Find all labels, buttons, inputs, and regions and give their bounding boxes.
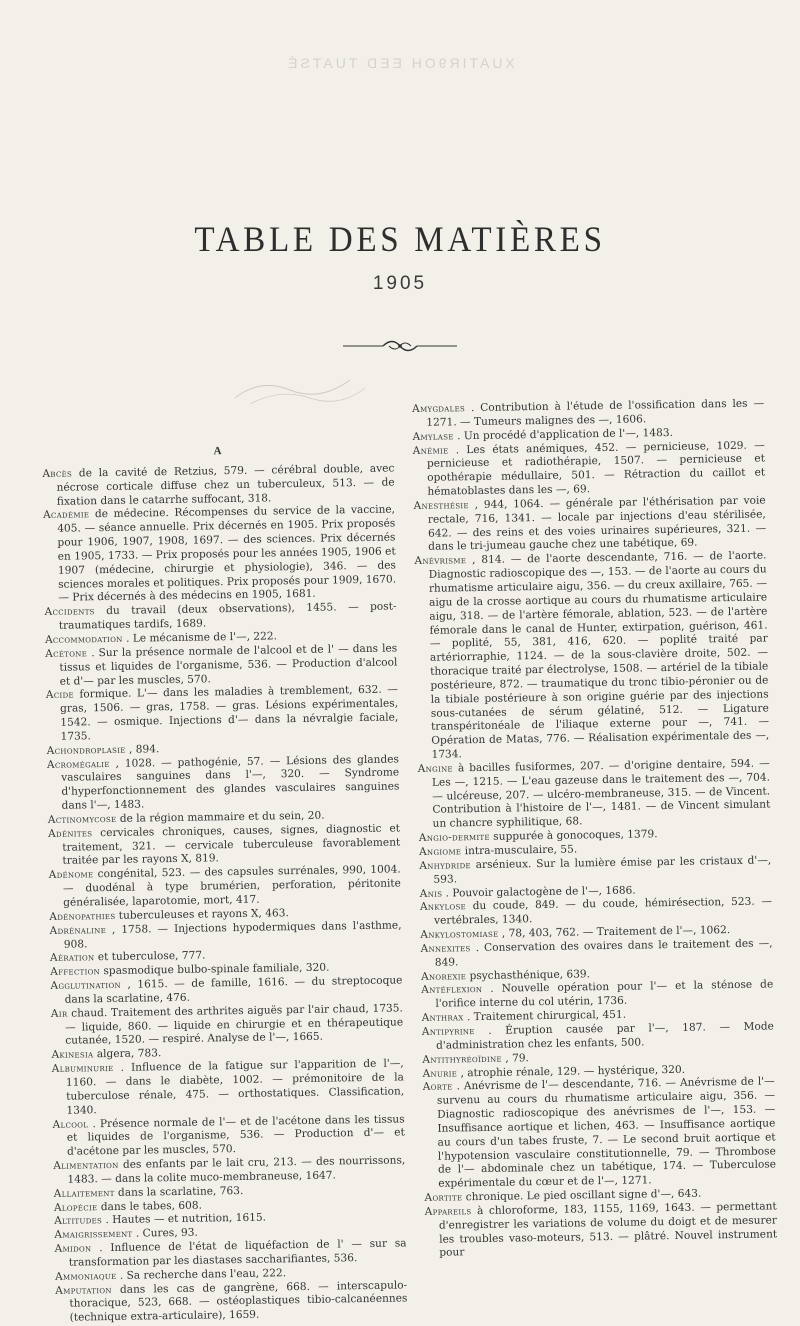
index-entry — [45, 642, 398, 689]
entry-headword: Achondroplasie — [46, 743, 126, 757]
entry-text: du travail (deux observations), 1455. — post-traumatiques tardifs, 1689. — [58, 600, 397, 632]
entry-headword: Actinomycose — [47, 812, 117, 826]
entry-headword: Allaitement — [53, 1186, 115, 1200]
entry-text: . Le mécanisme de l'—, 222. — [125, 630, 278, 645]
entry-text: , 1028. — pathogénie, 57. — Lésions des glandes vasculaires sanguines dans l'—, 320. — Syndrome d'hyperfonctionnement des glandes vasculaires sanguines dans l'—, 1483. — [61, 752, 400, 812]
entry-headword: Amidon — [54, 1242, 92, 1255]
entry-text: , 78, 403, 762. — Traitement de l'—, 1062. — [501, 924, 731, 940]
entry-text: algera, 783. — [96, 1047, 162, 1061]
entry-text: et tuberculose, 777. — [97, 949, 206, 964]
entry-headword: Anémie — [412, 443, 449, 457]
entry-text: . Nouvelle opération pour l'— et la sténose de l'orifice interne du col utérin, 1736. — [435, 978, 774, 1010]
entry-text: de médecine. Récompenses du service de la vaccine, 405. — séance annuelle. Prix décernés en 1905. Prix proposés pour 1906, 1907, 1908, 1697. — des sciences. Prix décernés en 1905, 1733. — Prix proposés pour les années 1905, 1906 et 1907 (médecine, chirurgie et physiologie), 346. — des sciences morales et politiques. Prix proposés pour 1909, 1670. — Prix décernés à des médecins en 1905, 1681. — [57, 503, 397, 605]
entry-text: , 1758. — Injections hypodermiques dans l'asthme, 908. — [63, 919, 402, 951]
index-entry — [53, 1113, 406, 1160]
entry-text: . Cures, 93. — [135, 1226, 198, 1240]
index-entry — [54, 1237, 406, 1270]
index-entry-list-right — [412, 397, 777, 1261]
entry-text: chaud. Traitement des arthrites aiguës par l'air chaud, 1735. — liquide, 860. — liquide en chirurgie et en thérapeutique cutanée, 1520. — respiré. Analyse de l'—, 1665. — [65, 1002, 404, 1048]
entry-headword: Annexites — [420, 942, 471, 955]
entry-headword: Altitudes — [54, 1214, 103, 1228]
index-entry — [414, 550, 769, 763]
entry-headword: Accidents — [44, 605, 95, 619]
entry-headword: Agglutination — [50, 978, 121, 992]
entry-text: . Influence de la fatigue sur l'apparition de l'—, 1160. — dans le diabète, 1002. — prémonitoire de la tuberculose rénale, 475. — orthostatiques. Classification, 1340. — [65, 1057, 405, 1117]
entry-text: à bacilles fusiformes, 207. — d'origine dentaire, 594. — Les —, 1215. — L'eau gazeuse dans le traitement des —, 704. — ulcéreuse, 207. — ulcéro-membraneuse, 315. — de Vincent. Contribution à l'histoire de l'—, 1481. — de Vincent simulant un chancre syphilitique, 68. — [431, 757, 771, 831]
entry-headword: Angiome — [418, 845, 462, 858]
entry-text: psychasthénique, 639. — [469, 967, 591, 982]
entry-headword: Académie — [42, 508, 90, 522]
entry-headword: Amputation — [55, 1283, 112, 1297]
entry-headword: Amaigrissement — [54, 1227, 133, 1242]
entry-headword: Adénopathies — [49, 909, 116, 923]
entry-text: . Éruption causée par l'—, 187. — Mode d'administration chez les enfants, 500. — [436, 1020, 774, 1052]
entry-text: arsénieux. Sur la lumière émise par les cristaux d'—, 593. — [433, 854, 772, 886]
index-entry — [413, 439, 766, 500]
entry-headword: Abcès — [42, 467, 73, 480]
index-entry-list-left — [42, 462, 407, 1326]
entry-headword: Anévrisme — [414, 554, 467, 568]
entry-headword: Antipyrine — [421, 1025, 475, 1038]
entry-text: . Un procédé d'application de l'—, 1483. — [456, 426, 674, 442]
entry-headword: Acétone — [45, 647, 88, 660]
index-entry — [43, 504, 396, 606]
entry-text: , 944, 1064. — générale par l'éthérisation par voie rectale, 716, 1341. — locale par injections d'eau stérilisée, 642. — des reins et des voies urinaires supérieures, 321. — dans le tri-jumeau gauche chez une tabétique, 69. — [427, 494, 767, 554]
entry-text: , atrophie rénale, 129. — hystérique, 320. — [460, 1063, 686, 1079]
page-year: 1905 — [372, 273, 428, 294]
entry-text: . Anévrisme de l'— descendante, 716. — Anévrisme de l'— survenu au cours du rhumatisme articulaire aigu, 356. — Diagnostic radioscopique des anévrismes de l'—, 153. — Insuffisance aortique et lichen, 463. — Insuffisance aortique au cours d'un tabes fruste, 7. — Le second bruit aortique et l'hypotension vasculaire constitutionnelle, 79. — Thrombose de l'— abdominale chez un tabétique, 174. — Tuberculose expérimentale du cœur et de l'—, 1271. — [436, 1075, 777, 1190]
entry-headword: Angine — [417, 762, 454, 775]
entry-text: dans le tabes, 608. — [100, 1199, 203, 1213]
entry-text: . Influence de l'état de liquéfaction de l' — sur sa transformation par les diastases saccharifiantes, 536. — [68, 1237, 407, 1269]
entry-text: du coude, 849. — du coude, hémirésection, 523. — vertébrales, 1340. — [434, 895, 772, 927]
entry-headword: Aération — [49, 951, 95, 965]
section-letter: A — [213, 445, 223, 458]
index-entry — [55, 1279, 408, 1326]
index-column-right — [412, 397, 777, 1261]
entry-text: . Les états anémiques, 452. — pernicieuse, 1029. — pernicieuse et radiothérapie, 1507. — pernicieuse et opothérapie médullaire, 501. — Rétraction du caillot et hématoblastes dans les —, 69. — [426, 438, 766, 498]
entry-headword: Ankylose — [419, 900, 467, 914]
entry-headword: Accommodation — [44, 632, 123, 646]
entry-text: . Contribution à l'étude de l'ossification dans les — 1271. — Tumeurs malignes des —, 1606. — [426, 397, 765, 429]
index-entry — [423, 1076, 777, 1192]
entry-headword: Aorte — [422, 1080, 453, 1094]
entry-text: . Sa recherche dans l'eau, 222. — [119, 1267, 287, 1282]
entry-headword: Alcool — [52, 1117, 89, 1131]
entry-headword: Antéflexion — [421, 983, 483, 997]
entry-headword: Anhydride — [419, 858, 471, 872]
entry-headword: Air — [50, 1007, 68, 1020]
entry-headword: Affection — [50, 965, 101, 979]
entry-text: chronique. Le pied oscillant signe d'—, 643. — [465, 1187, 702, 1204]
entry-text: dans la scarlatine, 763. — [117, 1184, 244, 1199]
entry-headword: Angio-dermite — [418, 830, 490, 845]
entry-headword: Amylase — [412, 430, 454, 443]
entry-text: des enfants par le lait cru, 213. — des nourrissons, 1483. — dans la colite muco-membraneuse, 1647. — [67, 1154, 406, 1186]
entry-text: , 1615. — de famille, 1616. — du streptocoque dans la scarlatine, 476. — [64, 974, 403, 1006]
entry-text: de la région mammaire et du sein, 20. — [119, 809, 325, 825]
entry-text: tuberculeuses et rayons X, 463. — [118, 907, 289, 922]
entry-text: suppurée à gonocoques, 1379. — [493, 828, 658, 843]
entry-headword: Antithyréoïdine — [422, 1052, 503, 1066]
entry-text: . Hautes — et nutrition, 1615. — [105, 1211, 267, 1227]
entry-headword: Alimentation — [53, 1158, 119, 1172]
entry-headword: Ankylostomiase — [420, 927, 499, 941]
bleed-through-text: XUATIR9OH EED TUATSÉ — [285, 55, 515, 71]
entry-text: . Conservation des ovaires dans le traitement des —, 849. — [434, 937, 773, 969]
entry-text: . Sur la présence normale de l'alcool et de l' — dans les tissus et liquides de l'organisme, 536. — Production d'alcool et d'— par les muscles, 570. — [59, 642, 398, 688]
index-entry — [42, 462, 395, 509]
index-entry — [52, 1058, 405, 1119]
entry-headword: Akinesia — [51, 1048, 94, 1062]
index-entry — [414, 494, 767, 555]
index-entry — [418, 757, 771, 832]
entry-headword: Aortite — [424, 1191, 463, 1204]
ornament-divider — [343, 338, 457, 354]
entry-headword: Anorexie — [420, 969, 467, 983]
entry-text: de la cavité de Retzius, 579. — cérébral double, avec nécrose corticale diffuse chez un tuberculeux, 513. — de fixation dans le catarrhe suffocant, 318. — [56, 462, 395, 508]
entry-headword: Anis — [419, 887, 443, 900]
entry-headword: Adénites — [47, 827, 93, 840]
entry-text: congénital, 523. — des capsules surrénales, 990, 1004. — duodénal à type brumérien, perforation, péritonite généralisée, laparotomie, mort, 417. — [62, 863, 401, 909]
entry-text: , 894. — [128, 742, 160, 756]
index-entry — [51, 1002, 404, 1049]
index-entry — [49, 864, 402, 911]
entry-text: cervicales chroniques, causes, signes, diagnostic et traitement, 321. — cervicale tuberculeuse favorablement traitée par les rayons X, 819. — [62, 822, 401, 868]
entry-text: . Traitement chirurgical, 451. — [466, 1008, 627, 1024]
index-entry — [47, 753, 400, 814]
index-entry — [48, 822, 401, 869]
entry-text: intra-musculaire, 55. — [464, 843, 578, 858]
index-column-left — [42, 442, 408, 1326]
entry-text: spasmodique bulbo-spinale familiale, 320. — [103, 961, 330, 978]
entry-headword: Adénome — [48, 868, 94, 882]
entry-headword: Amygdales — [412, 402, 466, 415]
entry-headword: Anthrax — [421, 1011, 464, 1025]
entry-text: . Pouvoir galactogène de l'—, 1686. — [445, 884, 636, 900]
entry-headword: Appareils — [424, 1205, 472, 1218]
entry-headword: Anurie — [422, 1066, 458, 1080]
entry-text: . Présence normale de l'— et de l'acétone dans les tissus et liquides de l'organisme, 536. — Production d'— et d'acétone par les muscles, 570. — [66, 1112, 405, 1158]
page-title: TABLE DES MATIÈRES — [194, 219, 606, 259]
entry-text: dans les cas de gangrène, 668. — interscapulo-thoracique, 523, 668. — ostéoplastiques tibio-calcanéennes (technique extra-articulaire), 1659. — [69, 1278, 408, 1324]
index-entry — [425, 1200, 778, 1261]
entry-headword: Ammoniaque — [54, 1269, 117, 1283]
entry-headword: Albuminurie — [51, 1062, 114, 1076]
entry-headword: Anesthésie — [413, 499, 469, 512]
entry-headword: Acide — [45, 688, 74, 702]
entry-text: , 79. — [505, 1051, 529, 1065]
entry-text: , 814. — de l'aorte descendante, 716. — de l'aorte. Diagnostic radioscopique des —, 153. — de l'aorte au cours du rhumatisme articulaire aigu, 356. — du creux axillaire, 765. — aigu de la crosse aortique au cours du rhumatisme articulaire aigu, 318. — de l'artère fémorale, ablation, 523. — de l'artère fémorale dans le canal de Hunter, extirpation, guérison, 461. — poplité, 55, 381, 416, 620. — poplité traité par artériorraphie, 1124. — de la sous-clavière droite, 502. — thoracique traité par électrolyse, 1508. — artériel de la tibiale postérieure, 872. — traumatique du tronc tibio-péronier ou de la tibiale postérieure à son origine guérie par des injections sous-cutanées de sérum gélatiné, 512. — Ligature transpéritonéale de l'iliaque externe pour —, 741. — Opération de Matas, 776. — Réalisation expérimentale des —, 1734. — [428, 549, 770, 761]
entry-text: à chloroforme, 183, 1155, 1169, 1643. — permettant d'enregistrer les variations de volume du doigt et de mesurer les troubles vaso-moteurs, 513. — plâtré. Nouvel instrument pour — [438, 1200, 778, 1260]
scan-smudge — [230, 368, 370, 408]
entry-headword: Acromégalie — [46, 757, 110, 771]
entry-headword: Alopécie — [53, 1200, 98, 1214]
entry-text: formique. L'— dans les maladies à tremblement, 632. — gras, 1506. — gras, 1758. — gras. Lésions expérimentales, 1542. — osmique. Injections d'— dans la névralgie faciale, 1735. — [60, 683, 399, 743]
entry-headword: Adrénaline — [49, 923, 107, 937]
index-entry — [46, 684, 399, 745]
